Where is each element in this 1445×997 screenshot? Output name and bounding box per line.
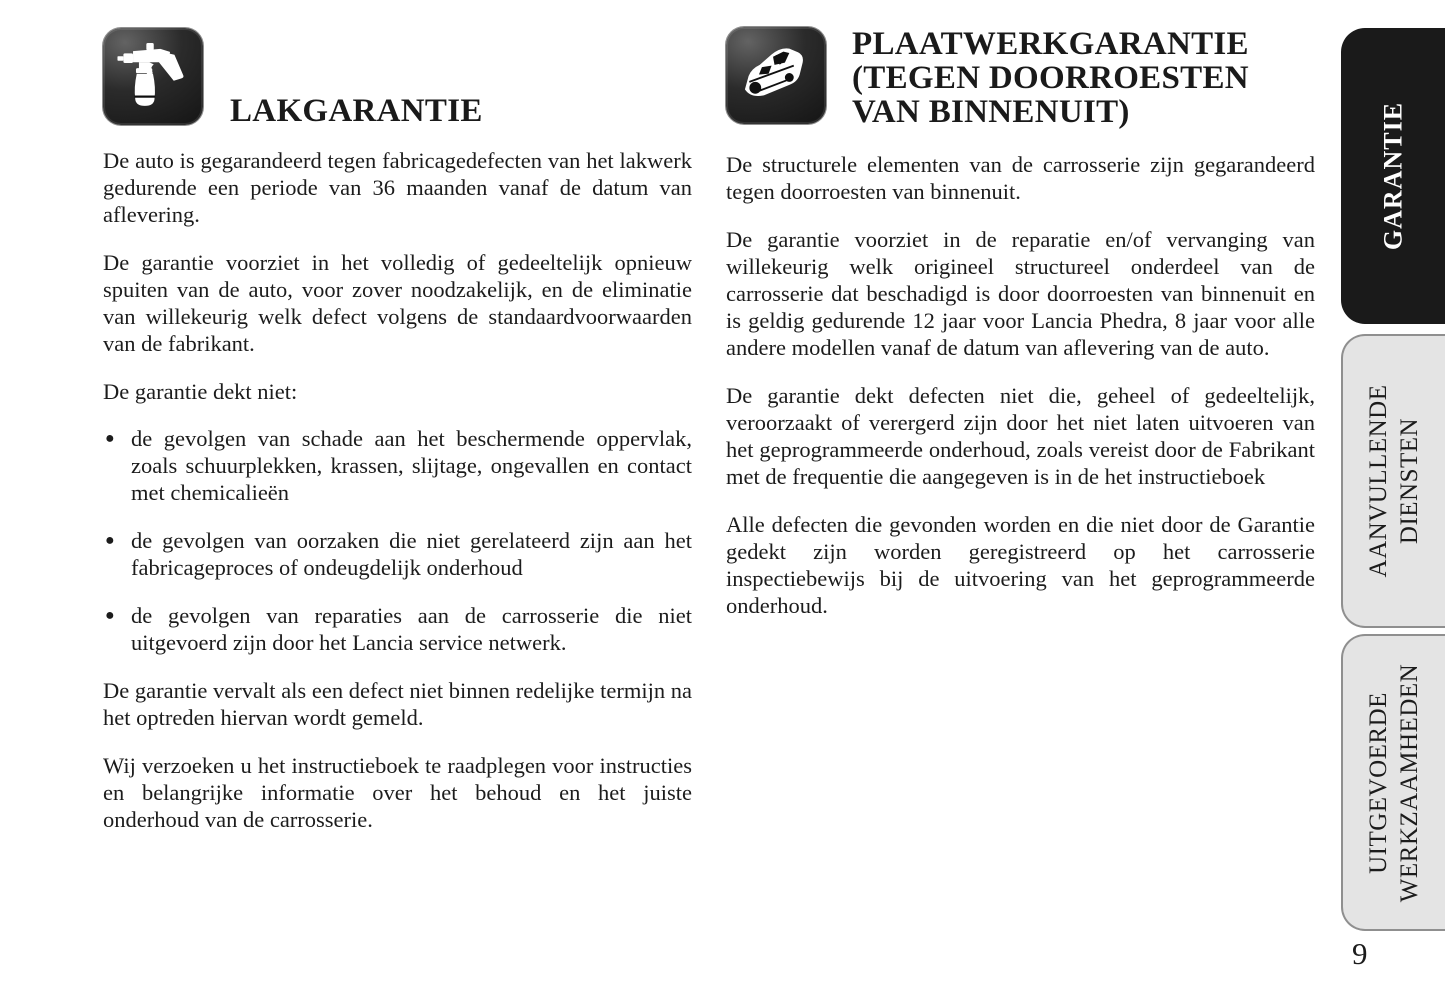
page-number: 9 [1352,936,1368,971]
list-item: ● de gevolgen van oorzaken die niet gerelateerd zijn aan het fabricageproces of ondeugdelijk onderhoud [103,527,692,581]
list-item: ● de gevolgen van schade aan het beschermende oppervlak, zoals schuurplekken, krassen, slijtage, ongevallen en contact met chemicalieën [103,425,692,506]
paragraph: Wij verzoeken u het instructieboek te raadplegen voor instructies en belangrijke informatie over het behoud en het juiste onderhoud van de carrosserie. [103,753,692,832]
page-content [103,27,1315,854]
exclusions-list [103,425,692,656]
right-column [726,27,1315,854]
paragraph: Alle defecten die gevonden worden en die niet door de Garantie gedekt zijn worden geregistreerd op het carrosserie inspectiebewijs bij de uitvoering van het geprogrammeerde onderhoud. [726,512,1315,618]
tab-aanvullende-diensten-label [1363,385,1425,578]
tab-aanvullende-diensten [1341,334,1445,628]
paragraph: De structurele elementen van de carrosserie zijn gegarandeerd tegen doorroesten van binnenuit. [726,152,1315,204]
tab-uitgevoerde-werkzaamheden [1341,634,1445,931]
tab-uitgevoerde-werkzaamheden-label [1363,663,1425,901]
title-line: (TEGEN DOORROESTEN [852,60,1249,96]
plaatwerkgarantie-header [726,27,1315,129]
tab-label-line: WERKZAAMHEDEN [1396,663,1423,902]
paragraph: De garantie voorziet in de reparatie en/of vervanging van willekeurig welk origineel structureel onderdeel van de carrosserie dat beschadigd is door doorroesten van binnenuit en is geldig gedurende 12 jaar voor Lancia Phedra, 8 jaar voor alle andere modellen vanaf de datum van aflevering van de auto. [726,227,1315,360]
paragraph: De auto is gegarandeerd tegen fabricagedefecten van het lakwerk gedurende een periode van 36 maanden vanaf de datum van aflevering. [103,148,692,227]
paragraph: De garantie dekt defecten niet die, geheel of gedeeltelijk, veroorzaakt of verergerd zijn door het niet laten uitvoeren van het geprogrammeerde onderhoud, zoals vereist door de Fabrikant met de frequentie die aangegeven is in de het instructieboek [726,383,1315,489]
tab-garantie-label [1378,102,1409,250]
lakgarantie-header [103,27,692,129]
tab-label-line: DIENSTEN [1396,417,1423,545]
left-column [103,27,692,854]
tab-label-line: GARANTIE [1378,101,1408,251]
tab-label-line: AANVULLENDE [1365,384,1392,578]
tab-garantie [1341,28,1445,324]
list-item: ● de gevolgen van reparaties aan de carrosserie die niet uitgevoerd zijn door het Lancia service netwerk. [103,602,692,656]
exclusions-intro: De garantie dekt niet: [103,379,298,404]
paragraph: De garantie vervalt als een defect niet binnen redelijke termijn na het optreden hiervan wordt gemeld. [103,678,692,730]
title-line: PLAATWERKGARANTIE [852,26,1249,62]
tab-label-line: UITGEVOERDE [1365,691,1392,874]
paint-spray-gun-icon [103,28,203,125]
lakgarantie-title: LAKGARANTIE [230,93,483,129]
plaatwerkgarantie-title [852,27,1249,129]
title-line: VAN BINNENUIT) [852,94,1130,130]
car-body-shell-icon [726,27,826,124]
paragraph: De garantie voorziet in het volledig of gedeeltelijk opnieuw spuiten van de auto, voor zover noodzakelijk, en de eliminatie van willekeurig welk defect volgens de standaardvoorwaarden van de fabrikant. [103,250,692,356]
